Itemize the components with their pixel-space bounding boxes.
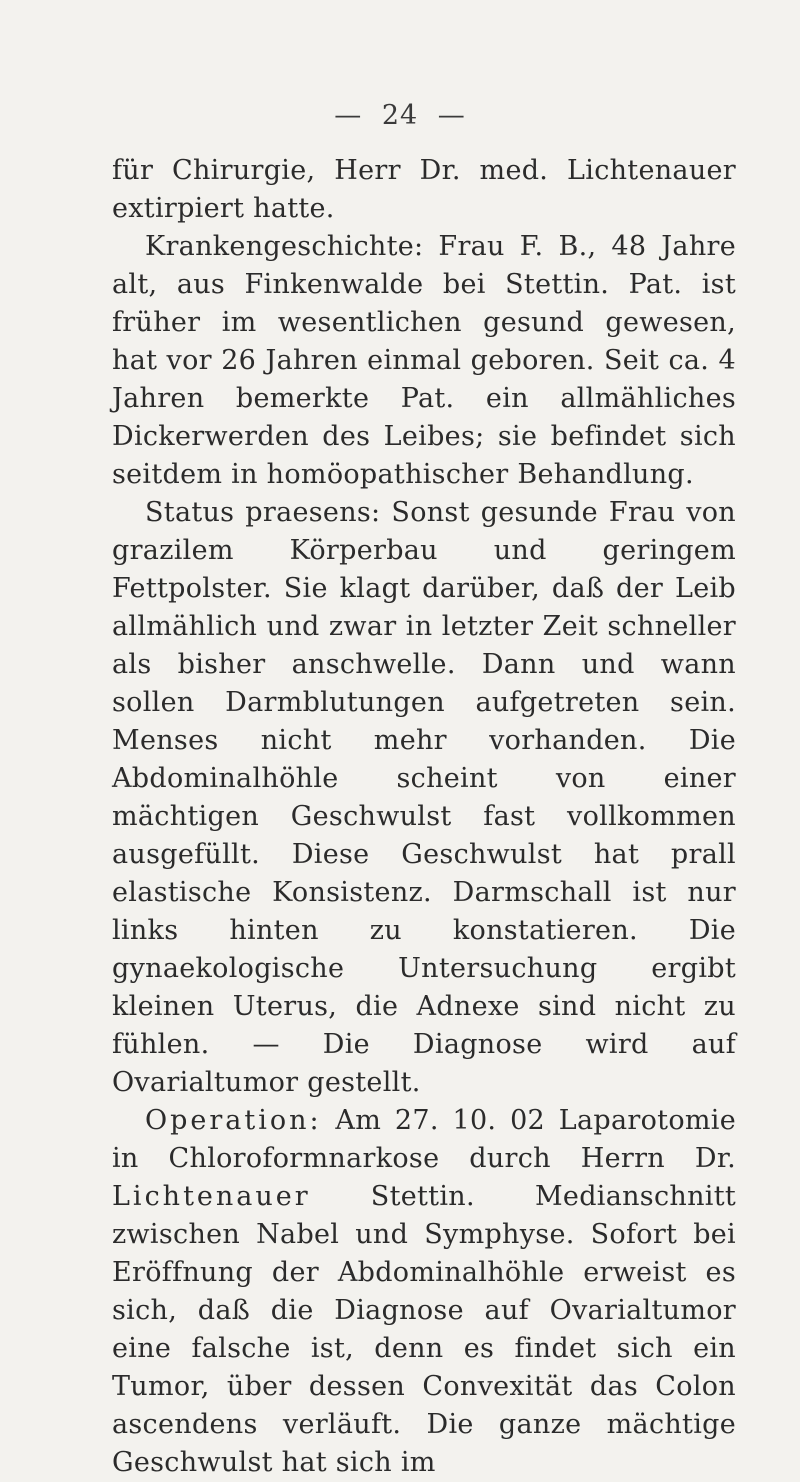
paragraph-text: Am 27. 10. 02 Laparotomie in Chloroformnarkose durch Herrn Dr.	[112, 1105, 736, 1174]
paragraph-label: Status praesens:	[145, 497, 381, 528]
paragraph-text: Frau F. B., 48 Jahre alt, aus Finkenwalde bei Stettin. Pat. ist früher im wesentlichen gesund gewesen, hat vor 26 Jahren einmal geboren. Seit ca. 4 Jahren bemerkte Pat. ein allmähliches Dickerwerden des Leibes; sie befindet sich seitdem in homöopathischer Behandlung.	[112, 231, 736, 490]
paragraph-text: für Chirurgie, Herr Dr. med. Lichtenauer extirpiert hatte.	[112, 155, 736, 224]
text-body	[112, 152, 736, 1482]
paragraph-label: Krankengeschichte:	[145, 231, 424, 262]
paragraph-continuation	[112, 152, 736, 228]
page-number	[0, 100, 800, 131]
paragraph-krankengeschichte	[112, 228, 736, 494]
surgeon-name: Lichtenauer	[112, 1181, 311, 1212]
paragraph-text: Stettin. Medianschnitt zwischen Nabel und Symphyse. Sofort bei Eröffnung der Abdominalhöhle erweist es sich, daß die Diagnose auf Ovarialtumor eine falsche ist, denn es findet sich ein Tumor, über dessen Convexität das Colon ascendens verläuft. Die ganze mächtige Geschwulst hat sich im	[112, 1181, 736, 1478]
page-number-dash-right: —	[437, 100, 466, 131]
page-number-dash-left: —	[334, 100, 363, 131]
paragraph-status-praesens	[112, 494, 736, 1102]
page-number-value: 24	[381, 100, 419, 131]
paragraph-operation	[112, 1102, 736, 1482]
paragraph-text: Sonst gesunde Frau von grazilem Körperbau und geringem Fettpolster. Sie klagt darüber, daß der Leib allmählich und zwar in letzter Zeit schneller als bisher anschwelle. Dann und wann sollen Darmblutungen aufgetreten sein. Menses nicht mehr vorhanden. Die Abdominalhöhle scheint von einer mächtigen Geschwulst fast vollkommen ausgefüllt. Diese Geschwulst hat prall elastische Konsistenz. Darmschall ist nur links hinten zu konstatieren. Die gynaekologische Untersuchung ergibt kleinen Uterus, die Adnexe sind nicht zu fühlen. — Die Diagnose wird auf Ovarialtumor gestellt.	[112, 497, 736, 1098]
paragraph-label: Operation:	[145, 1105, 322, 1136]
